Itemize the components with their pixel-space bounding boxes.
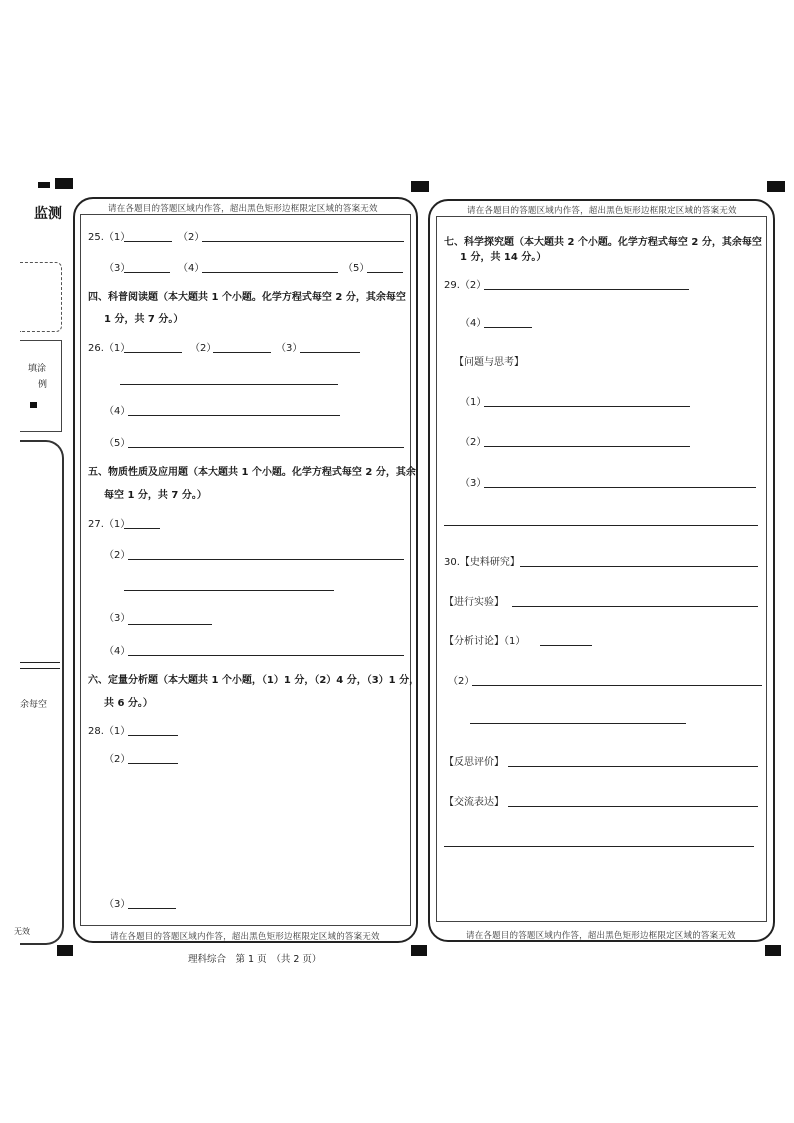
left-top-banner: 请在各题目的答题区域内作答，超出黑色矩形边框限定区域的答案无效 [108,204,378,214]
section5-heading-cont: 每空 1 分，共 7 分。） [104,490,207,501]
q30-history-label: 30.【史料研究】 [444,557,520,568]
answer-line[interactable] [128,559,404,560]
q29-sub1-label: （1） [460,397,487,408]
answer-line[interactable] [508,806,758,807]
answer-line[interactable] [128,447,404,448]
q25-part1-label: 25.（1） [88,232,131,243]
left-bottom-banner: 请在各题目的答题区域内作答，超出黑色矩形边框限定区域的答案无效 [110,932,380,942]
edge-title-fragment: 监测 [34,206,62,222]
registration-mark [55,178,73,189]
q25-part5-label: （5） [343,263,370,274]
answer-line[interactable] [124,241,172,242]
answer-line[interactable] [124,590,334,591]
answer-line[interactable] [484,327,532,328]
q26-part3-label: （3） [276,343,303,354]
registration-mark [411,181,429,192]
edge-invalid-fragment: 无效 [14,927,30,936]
answer-line[interactable] [202,272,338,273]
q29-sub3-label: （3） [460,478,487,489]
answer-line[interactable] [444,846,754,847]
q30-express-label: 【交流表达】 [444,797,504,808]
q29-part4-label: （4） [460,318,487,329]
q25-part3-label: （3） [104,263,131,274]
q30-discuss-p2-label: （2） [448,676,475,687]
answer-line[interactable] [202,241,404,242]
q29-sub2-label: （2） [460,437,487,448]
q27-part3-label: （3） [104,613,131,624]
q29-problem-title: 【问题与思考】 [454,357,524,368]
q26-part5-label: （5） [104,438,131,449]
section7-heading: 七、科学探究题（本大题共 2 个小题。化学方程式每空 2 分，其余每空 [444,237,762,248]
answer-line[interactable] [120,384,338,385]
q28-part1-label: 28.（1） [88,726,131,737]
q29-part2-label: 29.（2） [444,280,487,291]
edge-fill-fragment: 填涂 [28,364,47,374]
section4-heading: 四、科普阅读题（本大题共 1 个小题。化学方程式每空 2 分，其余每空 [88,292,406,303]
answer-line[interactable] [128,763,178,764]
section7-heading-cont: 1 分，共 14 分。） [460,252,547,263]
edge-panel-border [20,440,64,945]
q26-part1-label: 26.（1） [88,343,131,354]
answer-line[interactable] [128,735,178,736]
q26-part2-label: （2） [190,343,217,354]
edge-example-fragment: 例 [38,380,48,390]
section4-heading-cont: 1 分，共 7 分。） [104,314,184,325]
right-bottom-banner: 请在各题目的答题区域内作答，超出黑色矩形边框限定区域的答案无效 [466,931,736,941]
q25-part4-label: （4） [178,263,205,274]
answer-line[interactable] [124,528,160,529]
answer-line[interactable] [484,446,690,447]
q27-part1-label: 27.（1） [88,519,131,530]
answer-line[interactable] [444,525,758,526]
section6-heading-cont: 共 6 分。） [104,698,153,709]
answer-line[interactable] [484,487,756,488]
answer-line[interactable] [128,908,176,909]
q30-discuss-label: 【分析讨论】（1） [444,636,526,647]
answer-line[interactable] [484,289,689,290]
answer-line[interactable] [512,606,758,607]
answer-line[interactable] [367,272,403,273]
answer-line[interactable] [128,624,212,625]
answer-line[interactable] [124,352,182,353]
answer-line[interactable] [508,766,758,767]
answer-line[interactable] [300,352,360,353]
q26-part4-label: （4） [104,406,131,417]
registration-mark [57,945,73,956]
registration-mark [411,945,427,956]
page-footer: 理科综合 第 1 页 （共 2 页） [188,954,322,965]
answer-line[interactable] [484,406,690,407]
q30-reflect-label: 【反思评价】 [444,757,504,768]
edge-score-fragment: 余每空 [20,700,48,710]
q25-part2-label: （2） [178,232,205,243]
registration-mark [38,182,50,188]
q27-part2-label: （2） [104,550,131,561]
section6-heading: 六、定量分析题（本大题共 1 个小题，（1）1 分，（2）4 分，（3）1 分， [88,675,420,686]
answer-line[interactable] [213,352,271,353]
right-top-banner: 请在各题目的答题区域内作答，超出黑色矩形边框限定区域的答案无效 [467,206,737,216]
answer-line[interactable] [124,272,170,273]
edge-divider [20,668,60,669]
answer-line[interactable] [520,566,758,567]
edge-divider [20,662,60,663]
q30-experiment-label: 【进行实验】 [444,597,504,608]
registration-mark [765,945,781,956]
answer-line[interactable] [540,645,592,646]
registration-mark [767,181,785,192]
q28-part3-label: （3） [104,899,131,910]
answer-line[interactable] [470,723,686,724]
answer-line[interactable] [128,655,404,656]
q27-part4-label: （4） [104,646,131,657]
q28-part2-label: （2） [104,754,131,765]
edge-dashed-box [20,262,62,332]
edge-example-square [30,402,37,408]
section5-heading: 五、物质性质及应用题（本大题共 1 个小题。化学方程式每空 2 分，其余 [88,467,416,478]
answer-line[interactable] [472,685,762,686]
answer-line[interactable] [128,415,340,416]
